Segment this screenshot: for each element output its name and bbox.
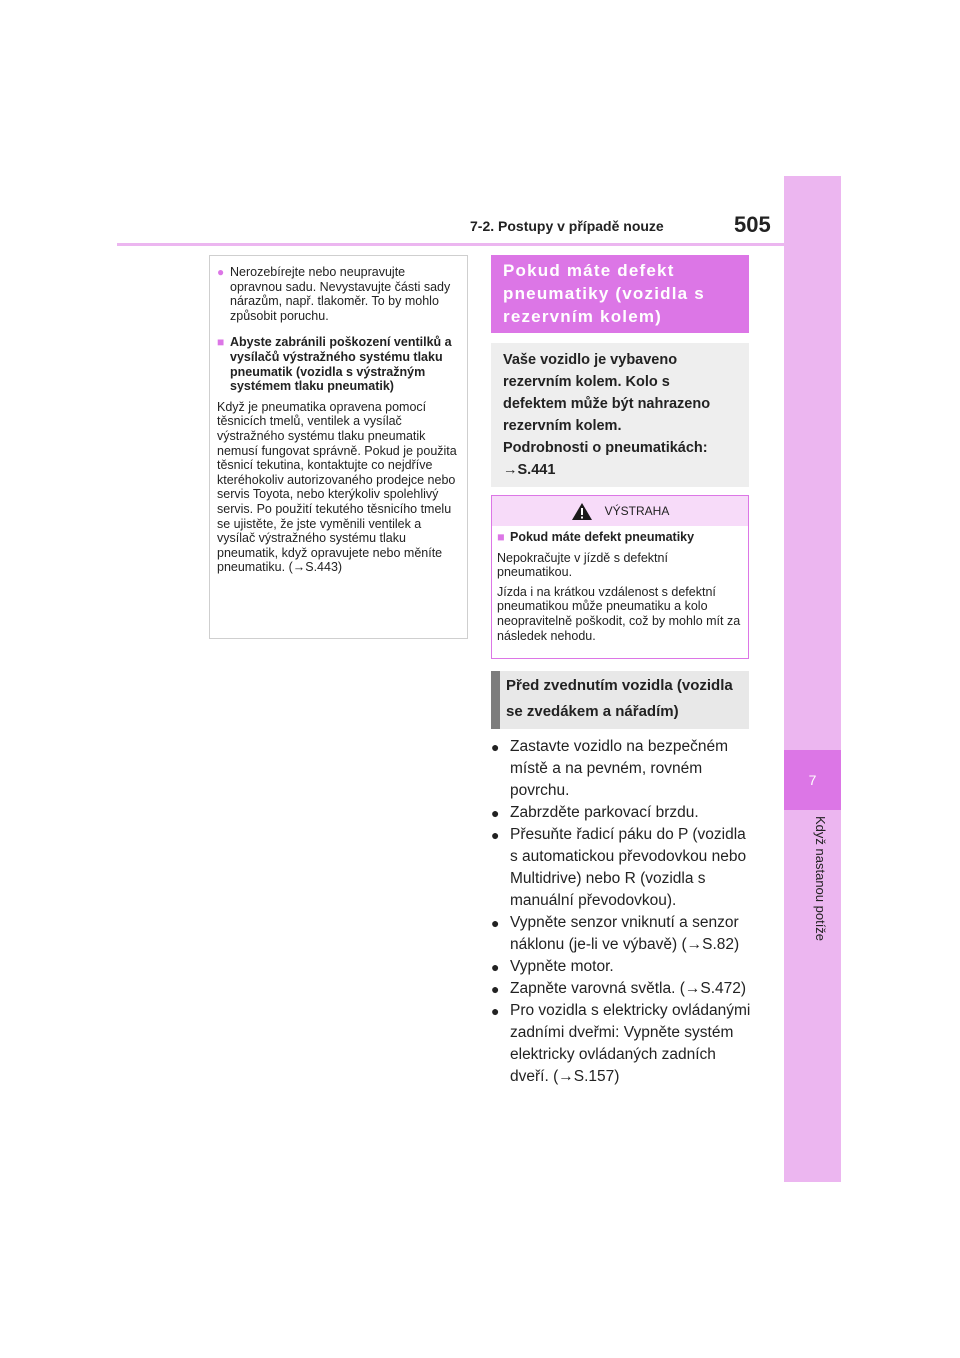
note-item [217, 335, 460, 393]
spare-wheel-heading: Pokud máte defekt pneumatiky (vozidla s rezervním kolem) [491, 255, 749, 333]
info-text: Vaše vozidlo je vybaveno rezervním kolem. Kolo s defektem může být nahrazeno rezervním kolem. [503, 352, 711, 434]
page-reference: →S.441 [503, 462, 556, 478]
circle-bullet-icon: ● [217, 265, 225, 279]
list-item: ● Přesuňte řadicí páku do P (vozidla s automatickou převodovkou nebo Multidrive) nebo R (vozidla s manuální převodovkou). [491, 824, 753, 912]
square-bullet-icon: ■ [497, 530, 505, 544]
section-title: 7-2. Postupy v případě nouze [470, 218, 664, 234]
bullet-icon: ● [491, 981, 500, 997]
spare-info-box [491, 343, 749, 487]
list-item: ● Zapněte varovná světla. (→S.472) [491, 978, 753, 1000]
note-paragraph: Když je pneumatika opravena pomocí těsnicích tmelů, ventilek a vysílač výstražného systému tlaku pneumatik nemusí fungovat správně. Pokud je použita těsnicí tekutina, kontaktujte co nejdříve kteréhokoliv autorizovaného prodejce nebo servis Toyota, nebo kterýkoliv spolehlivý servis. Po použití tekutého těsnicího tmelu se ujistěte, že jste vyměnili ventilek a vysílač výstražného systému tlaku pneumatik, když opravujete nebo měníte pneumatiku. (→S.443) [217, 399, 457, 575]
square-bullet-icon: ■ [217, 335, 225, 350]
bullet-icon: ● [491, 959, 500, 975]
warning-body [492, 526, 748, 652]
note-item [217, 265, 460, 323]
chapter-side-tab [784, 176, 841, 1182]
list-item: ● Pro vozidla s elektricky ovládanými zadními dveřmi: Vypněte systém elektricky ovládaných zadních dveří. (→S.157) [491, 1000, 753, 1088]
warning-subheading-row [497, 530, 743, 545]
note-box [209, 255, 468, 639]
steps-list [491, 736, 753, 1088]
list-item: ● Zastavte vozidlo na bezpečném místě a na pevném, rovném povrchu. [491, 736, 753, 802]
note-heading: Abyste zabránili poškození ventilků a vysílačů výstražného systému tlaku pneumatik (vozidla s výstražným systémem tlaku pneumatik) [230, 335, 452, 394]
list-item: ● Vypněte motor. [491, 956, 753, 978]
list-item: ● Zabrzděte parkovací brzdu. [491, 802, 753, 824]
list-item: ● Vypněte senzor vniknutí a senzor náklonu (je-li ve výbavě) (→S.82) [491, 912, 753, 956]
warning-header [492, 496, 748, 526]
bullet-icon: ● [491, 827, 500, 843]
warning-box [491, 495, 749, 659]
warning-title: VÝSTRAHA [604, 504, 670, 518]
bullet-icon: ● [491, 1003, 500, 1019]
bullet-icon: ● [491, 805, 500, 821]
header-divider [117, 243, 784, 246]
chapter-title: Když nastanou potíže [813, 816, 828, 942]
page-number: 505 [734, 212, 771, 237]
warning-text: Jízda i na krátkou vzdálenost s defektní pneumatikou může pneumatiku a kolo neopravitelně poškodit, což by mohlo mít za následek nehodu. [497, 584, 741, 643]
bullet-icon: ● [491, 739, 500, 755]
warning-subheading: Pokud máte defekt pneumatiky [510, 530, 695, 544]
jack-section-heading: Před zvednutím vozidla (vozidla se zvedákem a nářadím) [491, 671, 749, 729]
warning-text: Nepokračujte v jízdě s defektní pneumatikou. [497, 550, 668, 580]
info-text: Podrobnosti o pneumatikách: [503, 440, 708, 456]
note-text: Nerozebírejte nebo neupravujte opravnou sadu. Nevystavujte části sady nárazům, např. tlakoměr. To by mohlo způsobit poruchu. [230, 265, 451, 323]
warning-triangle-icon [571, 502, 593, 521]
chapter-number: 7 [784, 750, 841, 810]
bullet-icon: ● [491, 915, 500, 931]
